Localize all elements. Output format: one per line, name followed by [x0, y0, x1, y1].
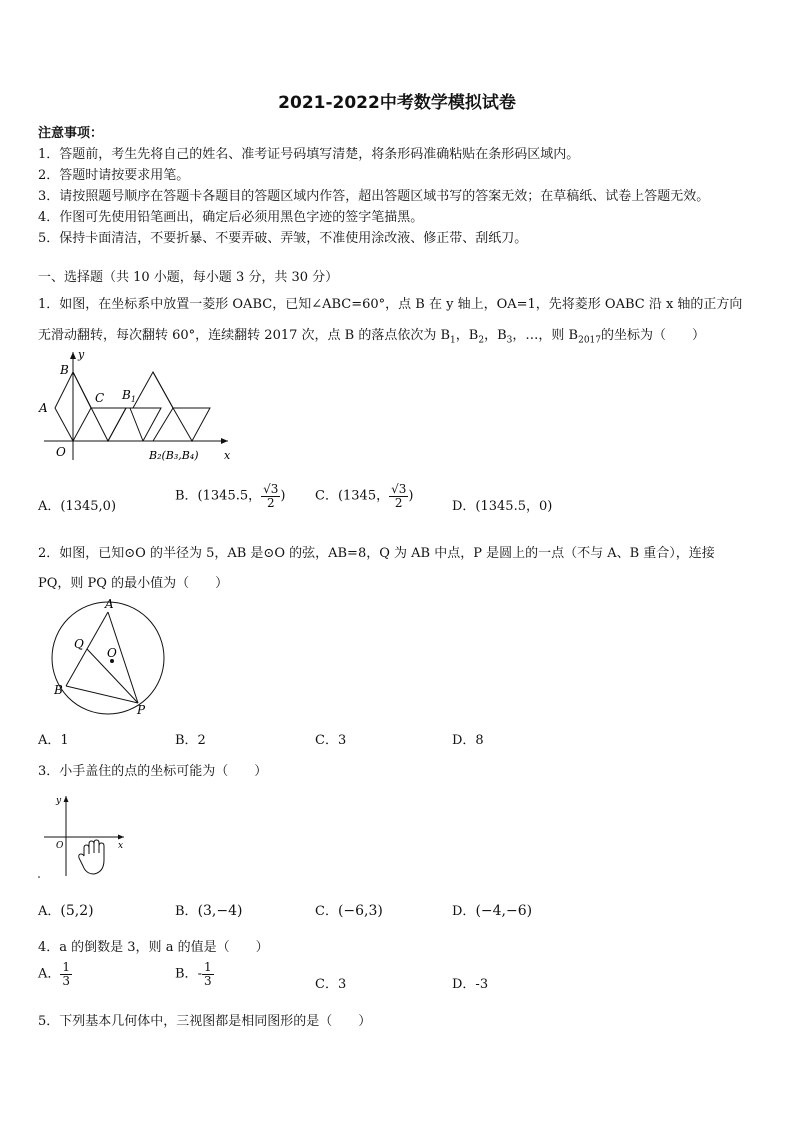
q1-label-y: y	[78, 348, 85, 361]
hand-icon	[79, 840, 104, 874]
q3-label-O: O	[56, 841, 64, 851]
page-title: 2021-2022中考数学模拟试卷	[278, 93, 516, 113]
q3-option-c: C．(−6,3)	[315, 903, 383, 919]
q2-option-b: B．2	[175, 733, 206, 748]
notice-item-3: 3．请按照题号顺序在答题卡各题目的答题区域内作答，超出答题区域书写的答案无效；在草稿纸、试卷上答题无效。	[38, 189, 710, 204]
q1-label-O: O	[56, 445, 66, 459]
q3-label-y: y	[56, 796, 62, 806]
q2-label-Q: Q	[74, 637, 84, 651]
notice-item-2: 2．答题时请按要求用笔。	[38, 168, 190, 183]
q1-stem-line1: 1．如图，在坐标系中放置一菱形 OABC，已知∠ABC=60°，点 B 在 y 轴上，OA=1，先将菱形 OABC 沿 x 轴的正方向	[38, 297, 743, 312]
q3-stem: 3．小手盖住的点的坐标可能为（ ）	[38, 764, 268, 779]
q2-option-d: D．8	[452, 733, 484, 748]
q5-stem: 5．下列基本几何体中，三视图都是相同图形的是（ ）	[38, 1014, 372, 1029]
q3-axes-figure	[36, 790, 128, 880]
q2-option-c: C．3	[315, 733, 347, 748]
q4-option-d: D．-3	[452, 977, 489, 992]
q2-label-O: O	[107, 646, 117, 660]
q1-label-A: A	[39, 401, 48, 415]
q1-label-B1: $B_1$	[122, 388, 136, 404]
q1-rhombus-figure	[36, 348, 236, 466]
q3-option-d: D．(−4,−6)	[452, 903, 533, 919]
notice-item-1: 1．答题前，考生先将自己的姓名、准考证号码填写清楚，将条形码准确粘贴在条形码区域内。	[38, 147, 580, 162]
q2-label-B: B	[54, 683, 63, 697]
q4-stem: 4．a 的倒数是 3，则 a 的值是（ ）	[38, 940, 269, 955]
q4-option-c: C．3	[315, 977, 347, 992]
q1-option-b: B．(1345.5， $\frac{√3}{2}$ )	[175, 482, 286, 510]
q2-label-P: P	[137, 703, 146, 717]
q2-stem-line2: PQ，则 PQ 的最小值为（ ）	[38, 576, 229, 591]
q2-stem-line1: 2．如图，已知⊙O 的半径为 5，AB 是⊙O 的弦，AB=8，Q 为 AB 中点，P 是圆上的一点（不与 A、B 重合），连接	[38, 546, 715, 561]
q2-label-A: A	[105, 597, 114, 611]
q1-option-d: D．(1345.5，0)	[452, 499, 553, 514]
q4-option-a: A． $\frac{1}{3}$	[38, 960, 71, 988]
q1-label-B234: B₂(B₃,B₄)	[149, 449, 199, 462]
q3-label-x: x	[118, 841, 124, 851]
notice-heading: 注意事项：	[38, 126, 104, 141]
section-heading: 一、选择题（共 10 小题，每小题 3 分，共 30 分）	[38, 270, 339, 285]
notice-item-4: 4．作图可先使用铅笔画出，确定后必须用黑色字迹的签字笔描黑。	[38, 210, 424, 225]
notice-item-5: 5．保持卡面清洁，不要折暴、不要弄破、弄皱，不准使用涂改液、修正带、刮纸刀。	[38, 231, 528, 246]
q2-circle-figure	[48, 596, 168, 718]
q3-option-a: A．(5,2)	[38, 903, 94, 919]
q1-label-C: C	[95, 391, 105, 405]
q3-option-b: B．(3,−4)	[175, 903, 243, 919]
q2-option-a: A．1	[38, 733, 69, 748]
q1-option-c: C．(1345， $\frac{√3}{2}$ )	[315, 482, 414, 510]
q1-stem-line2: 无滑动翻转，每次翻转 60°，连续翻转 2017 次，点 B 的落点依次为 $B_1$，$B_2$，$B_3$，…，则 $B_{2017}$的坐标为（ ）	[38, 328, 706, 346]
q1-option-a: A．(1345,0)	[38, 499, 117, 514]
q1-label-x: x	[224, 449, 231, 462]
q1-label-B: B	[60, 363, 69, 377]
q4-option-b: B．- $\frac{1}{3}$	[175, 960, 212, 988]
